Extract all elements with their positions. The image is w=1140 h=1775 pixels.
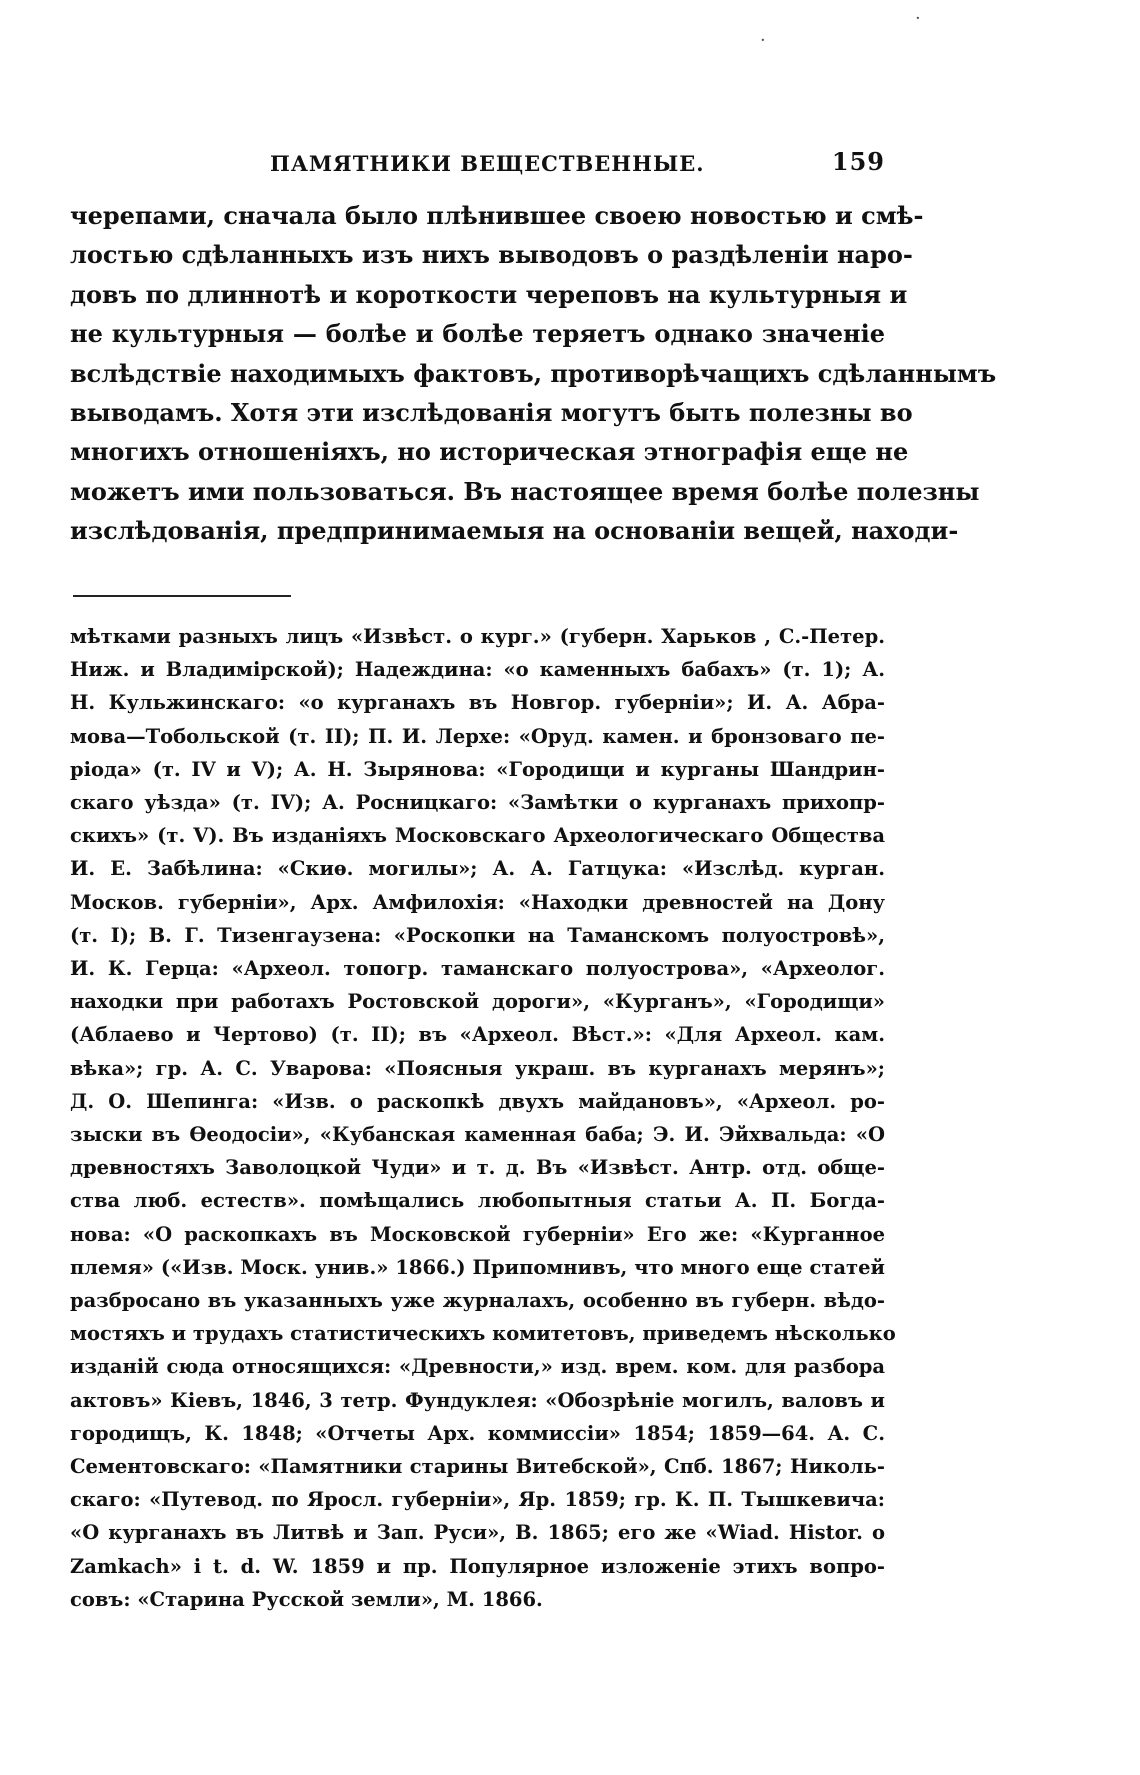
footnote-line: Д. О. Шепинга: «Изв. о раскопкѣ двухъ майдановъ», «Археол. ро-: [70, 1089, 885, 1113]
footnote-separator: [73, 595, 291, 597]
footnote-line: мова—Тобольской (т. II); П. И. Лерхе: «Оруд. камен. и бронзоваго пе-: [70, 724, 885, 748]
footnote-line: (Аблаево и Чертово) (т. II); въ «Археол. Вѣст.»: «Для Археол. кам.: [70, 1023, 885, 1047]
text-line: черепами, сначала было плѣнившее своею новостью и смѣ-: [70, 201, 924, 230]
page-number: 159: [831, 147, 885, 176]
main-paragraph: [70, 196, 997, 551]
scan-speck: ·: [760, 30, 766, 51]
footnote-line: Н. Кульжинскаго: «о курганахъ въ Новгор. губерніи»; И. А. Абра-: [70, 691, 885, 715]
footnote-line: Сементовскаго: «Памятники старины Витебской», Спб. 1867; Николь-: [70, 1455, 885, 1479]
text-line: изслѣдованія, предпринимаемыя на основаніи вещей, находи-: [70, 516, 959, 546]
footnote-line: скаго: «Путевод. по Яросл. губерніи», Яр. 1859; гр. К. П. Тышкевича:: [70, 1488, 885, 1512]
text-line: многихъ отношеніяхъ, но историческая этнографія еще не: [70, 437, 909, 467]
footnote-line: Москов. губерніи», Арх. Амфилохія: «Находки древностей на Дону: [70, 890, 885, 914]
footnote-line: зыски въ Ѳеодосіи», «Кубанская каменная баба; Э. И. Эйхвальда: «О: [70, 1123, 885, 1147]
footnote-line: И. К. Герца: «Археол. топогр. таманскаго полуострова», «Археолог.: [70, 957, 885, 981]
scan-speck: ·: [915, 8, 921, 29]
running-header: [70, 143, 885, 183]
footnote-line: Zamkach» i t. d. W. 1859 и пр. Популярное изложеніе этихъ вопро-: [70, 1554, 885, 1578]
text-line: вслѣдствіе находимыхъ фактовъ, противорѣчащихъ сдѣланнымъ: [70, 358, 997, 388]
running-title: ПАМЯТНИКИ ВЕЩЕСТВЕННЫЕ.: [270, 151, 705, 176]
footnote-line: ріода» (т. IV и V); А. Н. Зырянова: «Городищи и курганы Шандрин-: [70, 757, 885, 781]
text-line: довъ по длиннотѣ и короткости череповъ на культурныя и: [70, 279, 908, 309]
footnote-line: Ниж. и Владимірской); Надеждина: «о каменныхъ бабахъ» (т. 1); А.: [70, 658, 885, 682]
footnote-line: вѣка»; гр. А. С. Уварова: «Поясныя украш. въ курганахъ мерянъ»;: [70, 1056, 885, 1080]
footnote-line: скихъ» (т. V). Въ изданіяхъ Московскаго Археологическаго Общества: [70, 824, 885, 848]
footnote-line: актовъ» Кіевъ, 1846, 3 тетр. Фундуклея: «Обозрѣніе могилъ, валовъ и: [70, 1388, 885, 1412]
footnote-line: племя» («Изв. Моск. унив.» 1866.) Припомнивъ, что много еще статей: [70, 1255, 885, 1279]
footnote-line: совъ: «Старина Русской земли», М. 1866.: [70, 1587, 543, 1611]
footnote-line: ства люб. естеств». помѣщались любопытныя статьи А. П. Богда-: [70, 1189, 885, 1213]
footnote-line: мостяхъ и трудахъ статистическихъ комитетовъ, приведемъ нѣсколько: [70, 1322, 896, 1346]
footnote-line: нова: «О раскопкахъ въ Московской губерніи» Его же: «Курганное: [70, 1222, 885, 1246]
footnote-line: городищъ, К. 1848; «Отчеты Арх. коммиссіи» 1854; 1859—64. А. С.: [70, 1421, 885, 1445]
footnote-line: мѣтками разныхъ лицъ «Извѣст. о кург.» (губерн. Харьков , С.-Петер.: [70, 625, 885, 648]
text-line: можетъ ими пользоваться. Въ настоящее время болѣе полезны: [70, 476, 980, 506]
footnote-line: «О курганахъ въ Литвѣ и Зап. Руси», В. 1865; его же «Wiad. Histor. o: [70, 1521, 885, 1545]
footnote-line: изданій сюда относящихся: «Древности,» изд. врем. ком. для разбора: [70, 1355, 885, 1379]
text-line: выводамъ. Хотя эти изслѣдованія могутъ быть полезны во: [70, 398, 913, 428]
footnote-line: разбросано въ указанныхъ уже журналахъ, особенно въ губерн. вѣдо-: [70, 1289, 885, 1313]
footnote-line: И. Е. Забѣлина: «Скиѳ. могилы»; А. А. Гатцука: «Изслѣд. курган.: [70, 857, 885, 881]
footnote-block: [70, 620, 896, 1616]
text-line: лостью сдѣланныхъ изъ нихъ выводовъ о раздѣленіи наро-: [70, 240, 913, 270]
footnote-line: (т. I); В. Г. Тизенгаузена: «Роскопки на Таманскомъ полуостровѣ»,: [70, 923, 885, 947]
text-line: не культурныя — болѣе и болѣе теряетъ однако значеніе: [70, 319, 885, 349]
footnote-line: древностяхъ Заволоцкой Чуди» и т. д. Въ «Извѣст. Антр. отд. обще-: [70, 1156, 885, 1180]
footnote-line: находки при работахъ Ростовской дороги», «Курганъ», «Городищи»: [70, 990, 885, 1014]
footnote-line: скаго уѣзда» (т. IV); А. Росницкаго: «Замѣтки о курганахъ прихопр-: [70, 791, 885, 815]
